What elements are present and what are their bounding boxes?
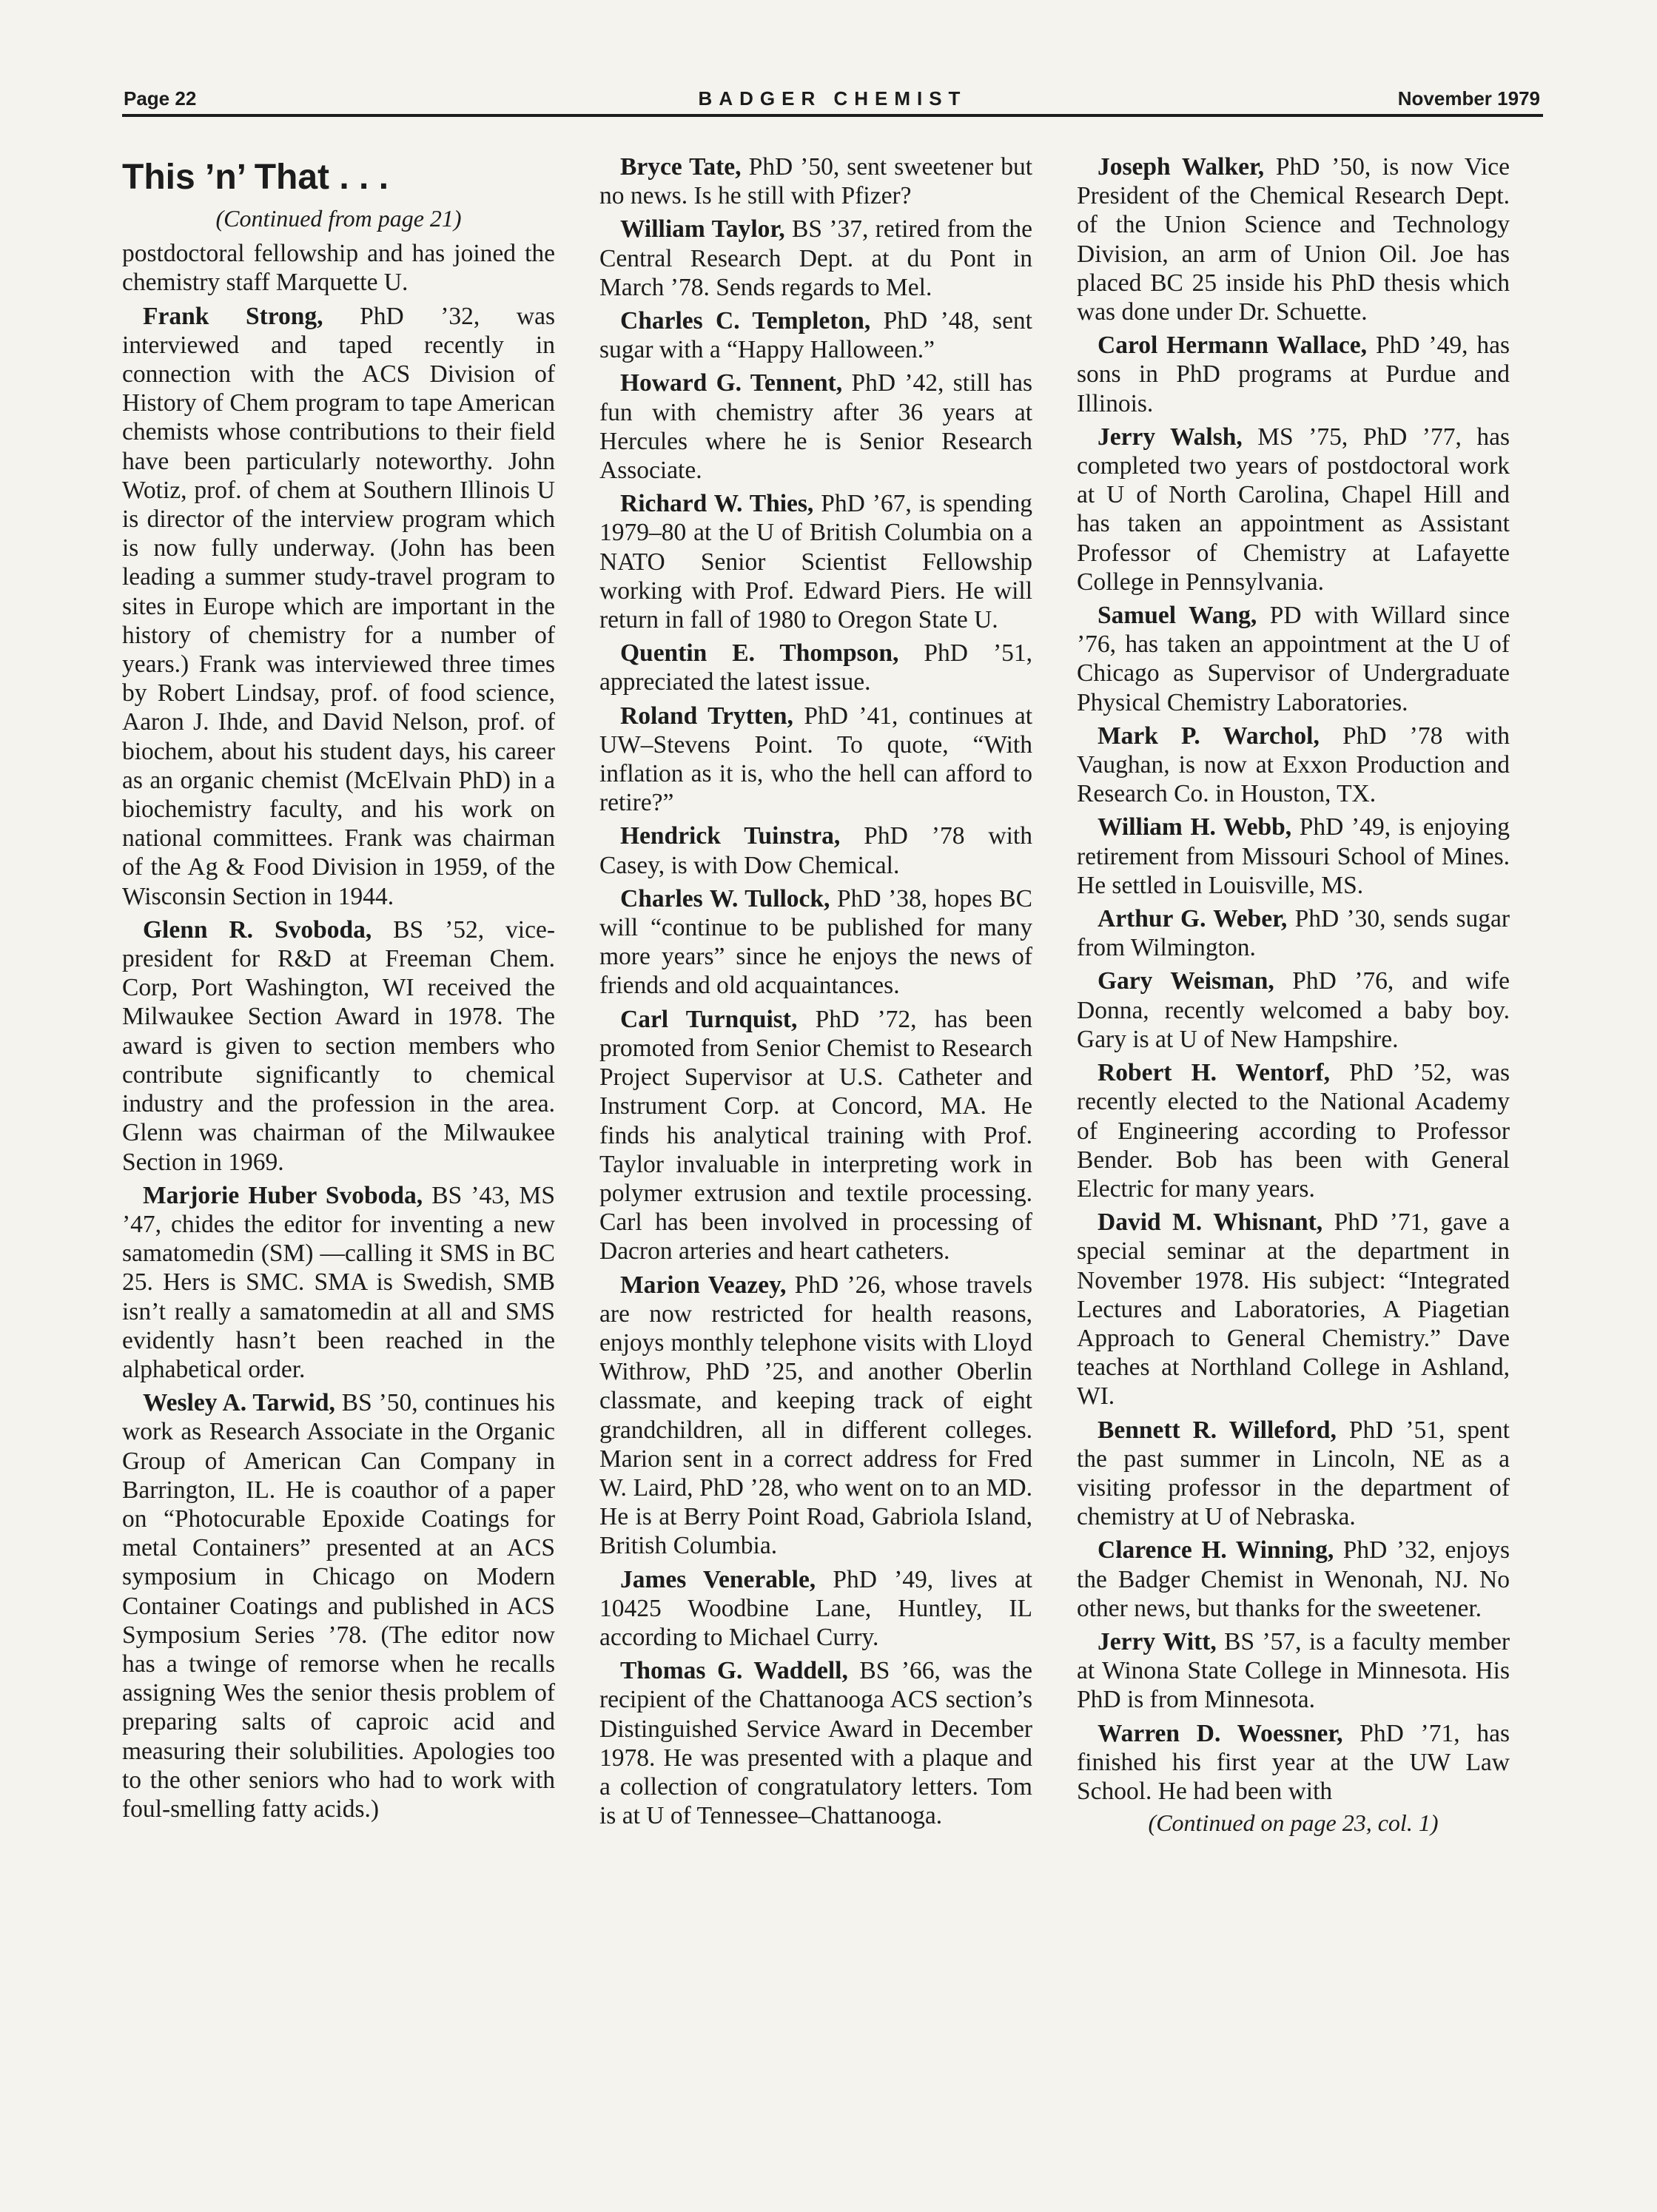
item-text: PhD ’50, is now Vice President of the Chemical Research Dept. of the Union Science and Technology Division, an arm of Union Oil. Joe has placed BC 25 inside his PhD thesis which was done under Dr. Schuette. (1077, 153, 1510, 326)
item-text: PhD ’42, still has fun with chemistry after 36 years at Hercules where he is Senior Research Associate. (599, 369, 1033, 485)
news-item (1077, 813, 1510, 900)
item-text: BS ’50, continues his work as Research Associate in the Organic Group of American Can Company in Barrington, IL. He is coauthor of a paper on “Photocurable Epoxide Coatings for metal Containers” presented at an ACS symposium in Chicago on Modern Container Coatings and published in ACS Symposium Series ’78. (The editor now has a twinge of remorse when he recalls assigning Wes the senior thesis problem of preparing salts of caproic acid and measuring their solubilities. Apologies too to the other seniors who had to work with foul-smelling fatty acids.) (122, 1389, 555, 1823)
news-item (1077, 152, 1510, 326)
alumnus-name: Mark P. Warchol, (1098, 722, 1320, 750)
item-text: PhD ’52, was recently elected to the National Academy of Engineering according to Professor Bender. Bob has been with General Electric for many years. (1077, 1059, 1510, 1203)
column-3 (1077, 148, 1510, 1838)
alumnus-name: Bennett R. Willeford, (1098, 1416, 1337, 1444)
alumnus-name: Jerry Walsh, (1098, 423, 1243, 451)
alumnus-name: Charles W. Tullock, (620, 884, 830, 912)
item-text: PhD ’30, sends sugar from Wilmington. (1077, 905, 1510, 962)
news-item (599, 1005, 1032, 1266)
item-text: BS ’52, vice-president for R&D at Freeman Chem. Corp, Port Washington, WI received the Milwaukee Section Award in 1978. The award is given to section members who contribute significantly to chemical industry and the profession in the area. Glenn was chairman of the Milwaukee Section in 1969. (122, 915, 555, 1176)
news-item (122, 915, 555, 1177)
publication-name: BADGER CHEMIST (698, 87, 967, 110)
column-3-items (1077, 152, 1510, 1806)
news-item (599, 1656, 1032, 1830)
news-item (599, 1271, 1032, 1561)
alumnus-name: William Taylor, (620, 215, 785, 243)
news-item (599, 702, 1032, 818)
news-item (1077, 1536, 1510, 1623)
item-text: PhD ’50, sent sweetener but no news. Is he still with Pfizer? (599, 153, 1032, 210)
continued-to-note: (Continued on page 23, col. 1) (1148, 1809, 1439, 1837)
column-1-items (122, 302, 555, 1824)
item-text: PhD ’51, appreciated the latest issue. (599, 639, 1032, 696)
item-text: PhD ’72, has been promoted from Senior Chemist to Research Project Supervisor at U.S. Catheter and Instrument Corp. at Concord, MA. He finds his analytical training with Prof. Taylor invaluable in interpreting work in polymer extrusion and textile processing. Carl has been involved in processing of Dacron arteries and heart catheters. (599, 1005, 1032, 1265)
header-rule (122, 114, 1543, 117)
alumnus-name: Jerry Witt, (1098, 1627, 1217, 1655)
item-text: PhD ’48, sent sugar with a “Happy Halloween.” (599, 307, 1032, 364)
item-text: BS ’37, retired from the Central Research Dept. at du Pont in March ’78. Sends regards to Mel. (599, 215, 1033, 301)
lead-paragraph: postdoctoral fellowship and has joined the chemistry staff Marquette U. (122, 240, 555, 297)
alumnus-name: Carol Hermann Wallace, (1098, 332, 1368, 360)
alumnus-name: Quentin E. Thompson, (620, 639, 899, 668)
item-text: PhD ’78 with Casey, is with Dow Chemical. (599, 822, 1032, 879)
alumnus-name: James Venerable, (620, 1565, 816, 1593)
item-text: BS ’57, is a faculty member at Winona State College in Minnesota. His PhD is from Minnesota. (1077, 1627, 1510, 1714)
page-number: Page 22 (124, 87, 197, 110)
news-item (599, 884, 1032, 1001)
item-text: PhD ’51, spent the past summer in Lincoln, NE as a visiting professor in the department of chemistry at U of Nebraska. (1077, 1416, 1510, 1531)
item-text: MS ’75, PhD ’77, has completed two years of postdoctoral work at U of North Carolina, Chapel Hill and has taken an appointment as Assistant Professor of Chemistry at Lafayette College in Pennsylvania. (1077, 423, 1510, 596)
alumnus-name: Howard G. Tennent, (620, 369, 843, 397)
column-1 (122, 148, 555, 1823)
alumnus-name: Frank Strong, (143, 302, 323, 330)
news-item (599, 821, 1032, 879)
continued-from-note: (Continued from page 21) (215, 205, 462, 232)
alumnus-name: Roland Trytten, (620, 702, 793, 730)
news-item (1077, 904, 1510, 962)
news-item (1077, 601, 1510, 717)
alumnus-name: Gary Weisman, (1098, 967, 1274, 995)
alumnus-name: Wesley A. Tarwid, (143, 1389, 335, 1417)
news-item (1077, 1627, 1510, 1715)
issue-date: November 1979 (1397, 87, 1540, 110)
item-text: PhD ’32, enjoys the Badger Chemist in Wenonah, NJ. No other news, but thanks for the sweetener. (1077, 1536, 1510, 1622)
alumnus-name: David M. Whisnant, (1098, 1208, 1323, 1237)
alumnus-name: Carl Turnquist, (620, 1005, 798, 1033)
news-item (1077, 1208, 1510, 1411)
alumnus-name: Hendrick Tuinstra, (620, 822, 841, 850)
alumnus-name: Glenn R. Svoboda, (143, 915, 372, 944)
news-item (122, 302, 555, 911)
news-item (1077, 1058, 1510, 1203)
page-header (122, 81, 1543, 118)
item-text: PhD ’41, continues at UW–Stevens Point. To quote, “With inflation as it is, who the hell can afford to retire?” (599, 702, 1032, 817)
news-item (122, 1388, 555, 1823)
news-item (599, 489, 1032, 634)
alumnus-name: Marion Veazey, (620, 1271, 787, 1299)
alumnus-name: Warren D. Woessner, (1098, 1719, 1343, 1747)
alumnus-name: Robert H. Wentorf, (1098, 1059, 1330, 1087)
alumnus-name: Arthur G. Weber, (1098, 905, 1288, 933)
news-item (122, 1181, 555, 1384)
item-text: PD with Willard since ’76, has taken an appointment at the U of Chicago as Supervisor of Undergraduate Physical Chemistry Laboratories. (1077, 602, 1510, 716)
alumnus-name: Thomas G. Waddell, (620, 1657, 848, 1685)
item-text: PhD ’49, has sons in PhD programs at Purdue and Illinois. (1077, 332, 1510, 417)
news-item (599, 215, 1032, 302)
alumnus-name: Clarence H. Winning, (1098, 1536, 1334, 1564)
item-text: PhD ’26, whose travels are now restricted for health reasons, enjoys monthly telephone visits with Lloyd Withrow, PhD ’25, and another Oberlin classmate, and keeping track of eight grandchildren, all in different colleges. Marion sent in a correct address for Fred W. Laird, PhD ’28, who went on to an MD. He is at Berry Point Road, Gabriola Island, British Columbia. (599, 1271, 1032, 1560)
section-title: This ’n’ That . . . (122, 158, 389, 197)
news-item (1077, 722, 1510, 809)
item-text: PhD ’49, lives at 10425 Woodbine Lane, Huntley, IL according to Michael Curry. (599, 1565, 1032, 1651)
news-item (599, 306, 1032, 364)
item-text: PhD ’32, was interviewed and taped recently in connection with the ACS Division of History of Chem program to tape American chemists whose contributions to their field have been particularly noteworthy. John Wotiz, prof. of chem at Southern Illinois U is director of the interview program which is now fully underway. (John has been leading a summer study-travel program to sites in Europe which are important in the history of chemistry for a number of years.) Frank was interviewed three times by Robert Lindsay, prof. of food science, Aaron J. Ihde, and David Nelson, prof. of biochem, about his student days, his career as an organic chemist (McElvain PhD) in a biochemistry faculty, and his work on national committees. Frank was chairman of the Ag & Food Division in 1959, of the Wisconsin Section in 1944. (122, 302, 555, 910)
alumnus-name: Joseph Walker, (1098, 153, 1265, 181)
news-item (599, 1565, 1032, 1653)
alumnus-name: Bryce Tate, (620, 153, 742, 181)
column-2 (599, 148, 1032, 1830)
alumnus-name: Samuel Wang, (1098, 602, 1257, 630)
item-text: PhD ’76, and wife Donna, recently welcomed a baby boy. Gary is at U of New Hampshire. (1077, 967, 1510, 1053)
alumnus-name: Charles C. Templeton, (620, 307, 871, 335)
alumnus-name: William H. Webb, (1098, 813, 1292, 841)
item-text: PhD ’71, gave a special seminar at the department in November 1978. His subject: “Integrated Lectures and Laboratories, A Piagetian Approach to General Chemistry.” Dave teaches at Northland College in Ashland, WI. (1077, 1208, 1510, 1411)
item-text: PhD ’71, has finished his first year at the UW Law School. He had been with (1077, 1719, 1510, 1805)
news-item (1077, 1719, 1510, 1806)
alumnus-name: Marjorie Huber Svoboda, (143, 1181, 423, 1209)
item-text: PhD ’78 with Vaughan, is now at Exxon Production and Research Co. in Houston, TX. (1077, 722, 1510, 808)
item-text: PhD ’67, is spending 1979–80 at the U of British Columbia on a NATO Senior Scientist Fellowship working with Prof. Edward Piers. He will return in fall of 1980 to Oregon State U. (599, 490, 1032, 634)
news-item (1077, 423, 1510, 596)
item-text: PhD ’49, is enjoying retirement from Missouri School of Mines. He settled in Louisville, MS. (1077, 813, 1510, 899)
news-item (599, 152, 1032, 210)
alumnus-name: Richard W. Thies, (620, 490, 814, 518)
item-text: BS ’66, was the recipient of the Chattanooga ACS section’s Distinguished Service Award in December 1978. He was presented with a plaque and a collection of congratulatory letters. Tom is at U of Tennessee–Chattanooga. (599, 1657, 1032, 1830)
news-item (1077, 967, 1510, 1054)
news-item (599, 639, 1032, 696)
news-item (1077, 331, 1510, 418)
item-text: PhD ’38, hopes BC will “continue to be published for many more years” since he enjoys the news of friends and old acquaintances. (599, 884, 1032, 1000)
column-2-items (599, 152, 1032, 1830)
item-text: BS ’43, MS ’47, chides the editor for inventing a new samatomedin (SM) —calling it SMS in BC 25. Hers is SMC. SMA is Swedish, SMB isn’t really a samatomedin at all and SMS evidently hasn’t been reached in the alphabetical order. (122, 1181, 555, 1383)
news-item (1077, 1416, 1510, 1532)
news-item (599, 369, 1032, 485)
